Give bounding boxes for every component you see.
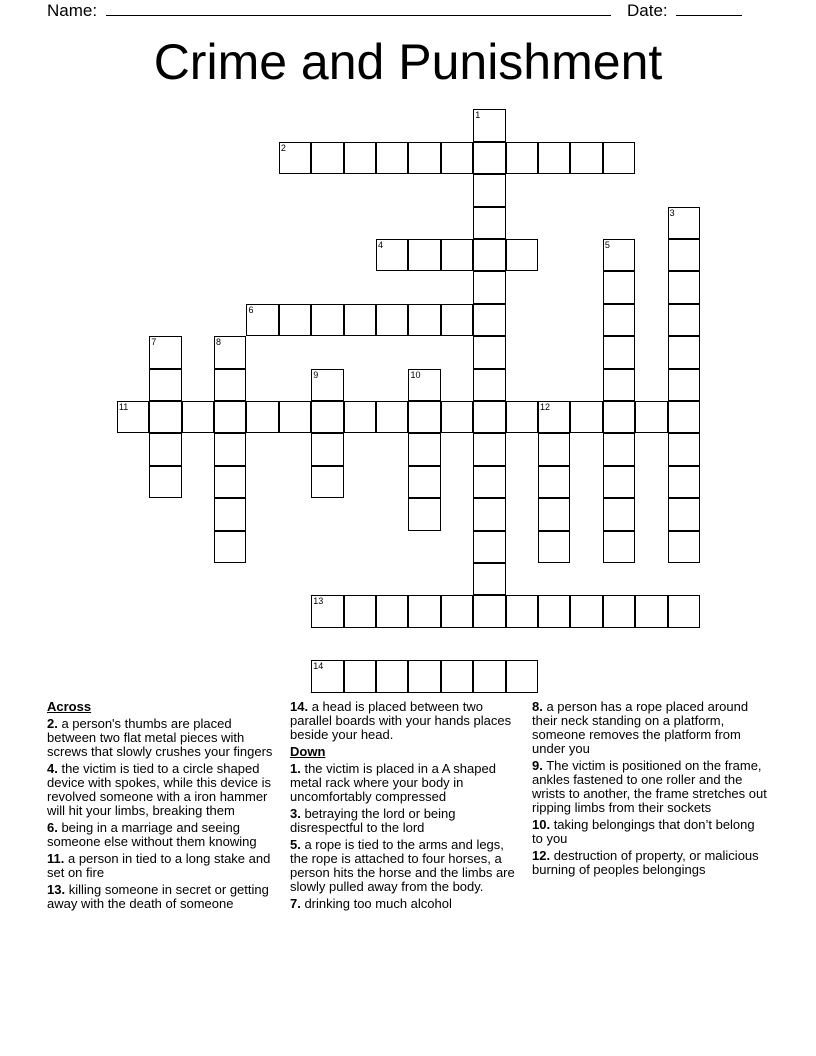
clue-item-text: killing someone in secret or getting away with the death of someone <box>47 882 269 911</box>
grid-cell[interactable] <box>668 595 700 627</box>
grid-cell[interactable] <box>506 595 538 627</box>
grid-cell[interactable] <box>473 142 505 174</box>
grid-cell[interactable] <box>214 498 246 530</box>
grid-cell[interactable] <box>344 304 376 336</box>
clue-item <box>532 818 768 846</box>
clues-column-1 <box>47 700 283 914</box>
grid-cell[interactable] <box>408 239 440 271</box>
grid-cell[interactable] <box>344 660 376 692</box>
grid-cell[interactable] <box>214 401 246 433</box>
grid-cell[interactable] <box>506 142 538 174</box>
clue-item <box>47 762 283 818</box>
grid-cell[interactable] <box>506 239 538 271</box>
grid-cell[interactable] <box>473 239 505 271</box>
grid-cell[interactable] <box>570 142 602 174</box>
grid-cell[interactable] <box>311 466 343 498</box>
grid-cell[interactable] <box>473 369 505 401</box>
grid-cell[interactable] <box>473 498 505 530</box>
grid-cell[interactable] <box>538 466 570 498</box>
clue-item-number: 1. <box>290 761 301 776</box>
across-clue-list-continued <box>290 700 520 742</box>
grid-cell[interactable] <box>311 142 343 174</box>
grid-cell[interactable] <box>473 207 505 239</box>
grid-cell[interactable] <box>668 401 700 433</box>
across-heading: Across <box>47 699 92 714</box>
clue-item-number: 5. <box>290 837 301 852</box>
grid-cell[interactable] <box>279 304 311 336</box>
clue-number: 5 <box>604 239 610 250</box>
grid-cell[interactable] <box>214 336 246 368</box>
clue-item-text: the victim is placed in a A shaped metal rack where your body in uncomfortably compressed <box>290 761 496 804</box>
clue-number: 8 <box>216 337 222 348</box>
grid-cell[interactable] <box>311 369 343 401</box>
grid-cell[interactable] <box>473 336 505 368</box>
grid-cell[interactable] <box>603 531 635 563</box>
clue-item <box>290 897 520 911</box>
clue-number: 14 <box>313 661 324 672</box>
grid-cell[interactable] <box>441 660 473 692</box>
clue-number: 10 <box>410 369 421 380</box>
clue-item-number: 7. <box>290 896 301 911</box>
clue-number: 13 <box>313 596 324 607</box>
grid-cell[interactable] <box>182 401 214 433</box>
grid-cell[interactable] <box>149 433 181 465</box>
grid-cell[interactable] <box>214 433 246 465</box>
grid-cell[interactable] <box>149 466 181 498</box>
clues-column-3 <box>532 700 768 880</box>
clue-item-text: drinking too much alcohol <box>300 896 452 911</box>
clue-item-number: 8. <box>532 699 543 714</box>
grid-cell[interactable] <box>603 433 635 465</box>
clue-item-number: 14. <box>290 699 309 714</box>
grid-cell[interactable] <box>117 401 149 433</box>
grid-cell[interactable] <box>376 401 408 433</box>
grid-cell[interactable] <box>603 304 635 336</box>
grid-cell[interactable] <box>149 336 181 368</box>
grid-cell[interactable] <box>311 304 343 336</box>
grid-cell[interactable] <box>473 531 505 563</box>
grid-cell[interactable] <box>408 595 440 627</box>
clue-item-text: a rope is tied to the arms and legs, the rope is attached to four horses, a person hits the horse and the limbs are slowly pulled away from the body. <box>290 837 515 894</box>
clue-item-text: a head is placed between two parallel boards with your hands places beside your head. <box>290 699 512 742</box>
grid-cell[interactable] <box>473 401 505 433</box>
clue-item-text: a person has a rope placed around their neck standing on a platform, someone removes the platform from under you <box>532 699 749 756</box>
grid-cell[interactable] <box>506 660 538 692</box>
grid-cell[interactable] <box>603 595 635 627</box>
grid-cell[interactable] <box>441 401 473 433</box>
grid-cell[interactable] <box>635 401 667 433</box>
across-clue-list <box>47 717 283 911</box>
grid-cell[interactable] <box>473 466 505 498</box>
clue-item-number: 10. <box>532 817 551 832</box>
clue-item-number: 12. <box>532 848 551 863</box>
grid-cell[interactable] <box>668 239 700 271</box>
page-title: Crime and Punishment <box>153 34 663 90</box>
grid-cell[interactable] <box>279 401 311 433</box>
grid-cell[interactable] <box>603 336 635 368</box>
grid-cell[interactable] <box>538 531 570 563</box>
clue-item <box>532 759 768 815</box>
clue-item-text: betraying the lord or being disrespectful to the lord <box>290 806 456 835</box>
clue-item-number: 2. <box>47 716 58 731</box>
grid-cell[interactable] <box>311 660 343 692</box>
grid-cell[interactable] <box>538 595 570 627</box>
grid-cell[interactable] <box>473 304 505 336</box>
grid-cell[interactable] <box>311 401 343 433</box>
grid-cell[interactable] <box>441 239 473 271</box>
grid-cell[interactable] <box>376 304 408 336</box>
grid-cell[interactable] <box>246 401 278 433</box>
clue-item <box>290 807 520 835</box>
grid-cell[interactable] <box>473 660 505 692</box>
clue-item <box>47 852 283 880</box>
clue-number: 4 <box>378 239 384 250</box>
grid-cell[interactable] <box>441 304 473 336</box>
grid-cell[interactable] <box>408 142 440 174</box>
clue-item <box>47 821 283 849</box>
name-label: Name: <box>47 1 98 20</box>
grid-cell[interactable] <box>246 304 278 336</box>
grid-cell[interactable] <box>603 369 635 401</box>
clue-number: 7 <box>151 337 157 348</box>
grid-cell[interactable] <box>668 207 700 239</box>
grid-cell[interactable] <box>376 239 408 271</box>
clue-item-number: 6. <box>47 820 58 835</box>
grid-cell[interactable] <box>570 401 602 433</box>
grid-cell[interactable] <box>668 271 700 303</box>
grid-cell[interactable] <box>668 466 700 498</box>
down-clue-list <box>290 762 520 911</box>
grid-cell[interactable] <box>214 531 246 563</box>
grid-cell[interactable] <box>603 271 635 303</box>
clue-number: 2 <box>280 142 286 153</box>
clue-item-number: 13. <box>47 882 66 897</box>
grid-cell[interactable] <box>506 401 538 433</box>
grid-cell[interactable] <box>603 466 635 498</box>
clue-number: 6 <box>248 304 254 315</box>
grid-cell[interactable] <box>149 369 181 401</box>
grid-cell[interactable] <box>441 142 473 174</box>
grid-cell[interactable] <box>603 239 635 271</box>
grid-cell[interactable] <box>538 142 570 174</box>
clue-number: 12 <box>540 401 551 412</box>
clue-item-text: taking belongings that don’t belong to you <box>532 817 755 846</box>
clue-item <box>290 700 520 742</box>
grid-cell[interactable] <box>441 595 473 627</box>
grid-cell[interactable] <box>376 595 408 627</box>
grid-cell[interactable] <box>473 174 505 206</box>
clue-item-number: 9. <box>532 758 543 773</box>
grid-cell[interactable] <box>538 433 570 465</box>
grid-cell[interactable] <box>473 109 505 141</box>
grid-cell[interactable] <box>668 433 700 465</box>
clue-number: 1 <box>475 110 481 121</box>
grid-cell[interactable] <box>344 142 376 174</box>
grid-cell[interactable] <box>473 563 505 595</box>
clue-item <box>532 700 768 756</box>
grid-cell[interactable] <box>408 660 440 692</box>
grid-cell[interactable] <box>668 369 700 401</box>
grid-cell[interactable] <box>279 142 311 174</box>
grid-cell[interactable] <box>408 466 440 498</box>
clue-item-number: 4. <box>47 761 58 776</box>
grid-cell[interactable] <box>214 466 246 498</box>
grid-cell[interactable] <box>603 142 635 174</box>
grid-cell[interactable] <box>603 498 635 530</box>
down-heading: Down <box>290 744 326 759</box>
clue-item <box>532 849 768 877</box>
grid-cell[interactable] <box>635 595 667 627</box>
clue-item-number: 3. <box>290 806 301 821</box>
grid-cell[interactable] <box>311 433 343 465</box>
clue-item <box>47 717 283 759</box>
grid-cell[interactable] <box>214 369 246 401</box>
clue-item-text: The victim is positioned on the frame, ankles fastened to one roller and the wrists to another, the frame stretches out ripping limbs from their sockets <box>532 758 767 815</box>
clue-item <box>290 762 520 804</box>
grid-cell[interactable] <box>668 498 700 530</box>
date-label: Date: <box>627 1 668 20</box>
clue-item-text: destruction of property, or malicious burning of peoples belongings <box>532 848 759 877</box>
clues-column-2 <box>290 700 520 914</box>
clue-item-text: the victim is tied to a circle shaped device with spokes, while this device is revolved someone with a iron hammer will hit your limbs, breaking them <box>47 761 271 818</box>
grid-cell[interactable] <box>376 660 408 692</box>
grid-cell[interactable] <box>473 271 505 303</box>
grid-cell[interactable] <box>408 433 440 465</box>
grid-cell[interactable] <box>408 304 440 336</box>
grid-cell[interactable] <box>473 595 505 627</box>
grid-cell[interactable] <box>344 595 376 627</box>
clue-item-text: a person in tied to a long stake and set on fire <box>47 851 271 880</box>
grid-cell[interactable] <box>668 531 700 563</box>
grid-cell[interactable] <box>408 369 440 401</box>
grid-cell[interactable] <box>668 304 700 336</box>
grid-cell[interactable] <box>408 498 440 530</box>
clue-item <box>47 883 283 911</box>
down-clue-list-continued <box>532 700 768 877</box>
grid-cell[interactable] <box>473 433 505 465</box>
clue-item <box>290 838 520 894</box>
grid-cell[interactable] <box>668 336 700 368</box>
grid-cell[interactable] <box>570 595 602 627</box>
grid-cell[interactable] <box>311 595 343 627</box>
clue-item-text: being in a marriage and seeing someone else without them knowing <box>47 820 257 849</box>
grid-cell[interactable] <box>538 498 570 530</box>
grid-cell[interactable] <box>344 401 376 433</box>
clue-item-number: 11. <box>47 851 65 866</box>
clue-number: 11 <box>118 401 129 412</box>
grid-cell[interactable] <box>408 401 440 433</box>
grid-cell[interactable] <box>149 401 181 433</box>
clue-number: 9 <box>313 369 319 380</box>
grid-cell[interactable] <box>603 401 635 433</box>
clue-number: 3 <box>669 207 675 218</box>
clue-item-text: a person's thumbs are placed between two flat metal pieces with screws that slowly crushes your fingers <box>47 716 273 759</box>
grid-cell[interactable] <box>538 401 570 433</box>
grid-cell[interactable] <box>376 142 408 174</box>
